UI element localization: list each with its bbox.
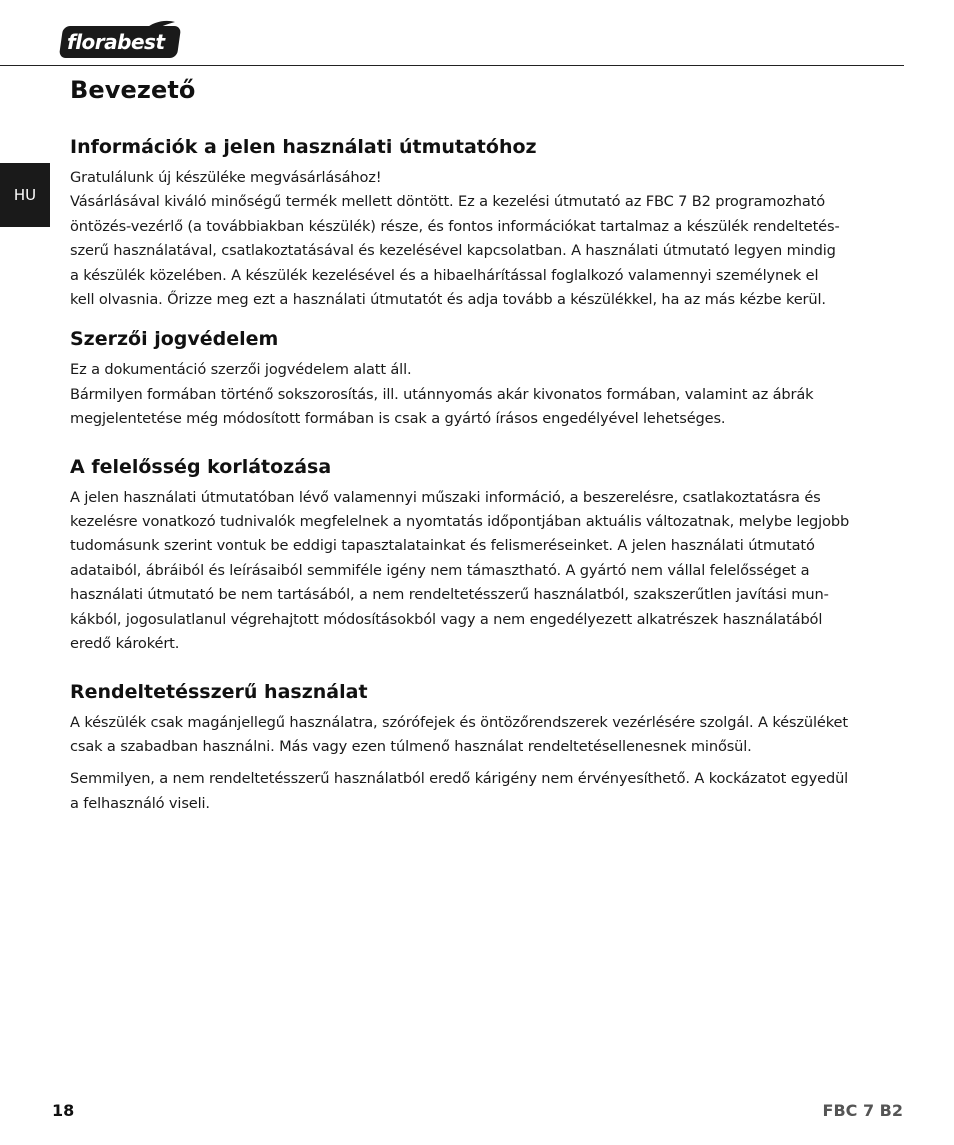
section-heading: Rendeltetésszerű használat [70, 680, 368, 703]
section-manual-info [70, 134, 888, 312]
page-content [70, 72, 888, 830]
section-heading: Információk a jelen használati útmutatóhoz [70, 136, 537, 158]
header-divider [0, 65, 904, 66]
body-text: Semmilyen, a nem rendeltetésszerű használatból eredő kárigény nem érvényesíthető. A kockázatot egyedül a felhasználó viseli. [70, 770, 849, 812]
body-text: A jelen használati útmutatóban lévő valamennyi műszaki információ, a beszerelésre, csatlakoztatásra és kezelésre vonatkozó tudnivalók megfelelnek a nyomtatás időpontjában aktuális változatnak, melybe legjobb tudomásunk szerint vontuk be eddigi tapasztalatainkat és felismeréseinket. A jelen használati útmutató adataiból, ábráiból és leírásaiból semmiféle igény nem támasztható. A gyártó nem vállal felelősséget a használati útmutató be nem tartásából, a nem rendeltetésszerű használatból, szakszerűtlen javítási mun- kákból, jogosulatlanul végrehajtott módosításokból vagy a nem engedélyezett alkatrészek használatából eredő károkért. [70, 488, 850, 653]
language-tab: HU [0, 163, 50, 227]
body-text: A készülék csak magánjellegű használatra, szórófejek és öntözőrendszerek vezérlésére szolgál. A készüléket csak a szabadban használni. Más vagy ezen túlmenő használat rendeltetésellenesnek minősül. [70, 713, 848, 755]
logo-wordmark: florabest [67, 30, 165, 54]
section-heading: A felelősség korlátozása [70, 455, 332, 478]
page-title: Bevezető [70, 76, 196, 104]
body-text: Gratulálunk új készüléke megvásárlásához! Vásárlásával kiváló minőségű termék mellett döntött. Ez a kezelési útmutató az FBC 7 B2 programozható öntözés-vezérlő (a továbbiakban készülék) része, és fontos információkat tartalmaz a készülék rendeltetés- szerű használatával, csatlakoztatásával és kezelésével kapcsolatban. A használati útmutató legyen mindig a készülék közelében. A készülék kezelésével és a hibaelhárítással foglalkozó valamennyi személynek el kell olvasnia. Őrizze meg ezt a használati útmutatót és adja tovább a készülékkel, ha az más kézbe kerül. [70, 169, 840, 309]
section-intended-use [70, 679, 888, 817]
model-number: FBC 7 B2 [822, 1101, 903, 1120]
body-text: Ez a dokumentáció szerzői jogvédelem alatt áll. Bármilyen formában történő sokszorosítás, ill. utánnyomás akár kivonatos formában, valamint az ábrák megjelentetése még módosított formában is csak a gyártó írásos engedélyével lehetséges. [70, 361, 814, 428]
page-number: 18 [52, 1101, 75, 1120]
florabest-logo [61, 20, 179, 60]
section-liability [70, 454, 888, 657]
section-heading: Szerzői jogvédelem [70, 328, 279, 351]
section-copyright [70, 326, 888, 431]
